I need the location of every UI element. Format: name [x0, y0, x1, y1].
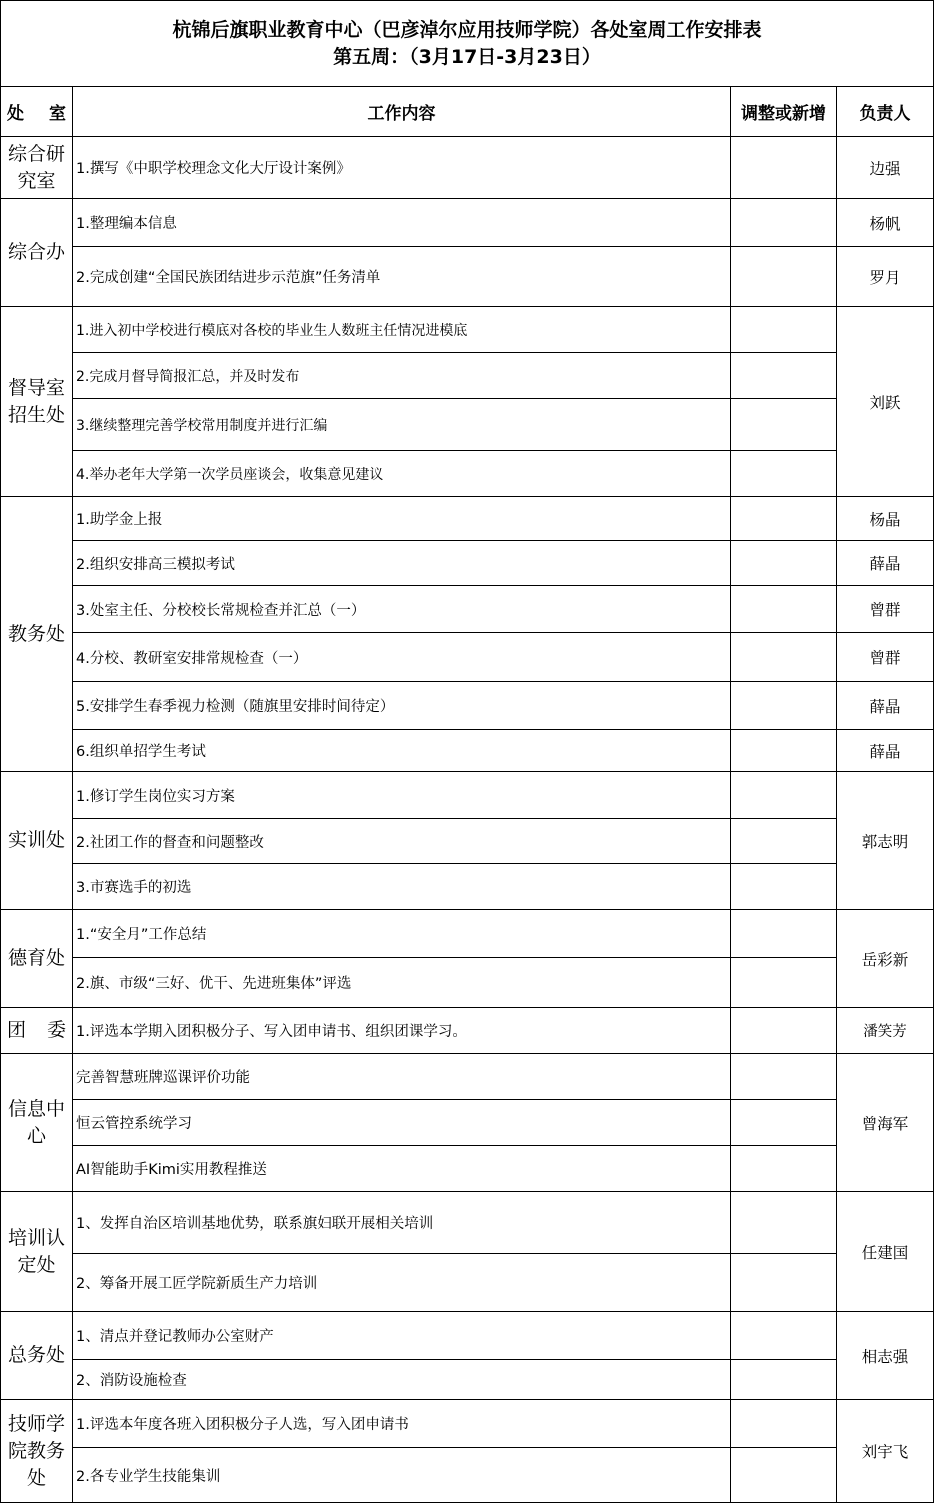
task-cell: 1.撰写《中职学校理念文化大厅设计案例》 [73, 137, 731, 199]
adjust-cell [731, 1146, 837, 1192]
title-line-1: 杭锦后旗职业教育中心（巴彦淖尔应用技师学院）各处室周工作安排表 [172, 18, 762, 41]
adjust-cell [731, 772, 837, 819]
adjust-cell [731, 1448, 837, 1503]
adjust-cell [731, 633, 837, 682]
department-certification: 培训认定处 [1, 1192, 73, 1312]
adjust-cell [731, 958, 837, 1008]
task-cell: 2.各专业学生技能集训 [73, 1448, 731, 1503]
task-cell: 1.评选本学期入团积极分子、写入团申请书、组织团课学习。 [73, 1008, 731, 1054]
task-cell: 1、清点并登记教师办公室财产 [73, 1312, 731, 1360]
person-cell: 任建国 [837, 1192, 934, 1312]
adjust-cell [731, 682, 837, 730]
person-cell: 曾群 [837, 633, 934, 682]
department-youth-league: 团 委 [1, 1008, 73, 1054]
task-cell: AI智能助手Kimi实用教程推送 [73, 1146, 731, 1192]
person-cell: 曾海军 [837, 1054, 934, 1192]
person-cell: 罗月 [837, 247, 934, 307]
adjust-cell [731, 353, 837, 399]
person-cell: 相志强 [837, 1312, 934, 1400]
adjust-cell [731, 1054, 837, 1100]
adjust-cell [731, 541, 837, 586]
page-title [1, 1, 934, 87]
department-supervision: 督导室招生处 [1, 307, 73, 497]
task-cell: 1、发挥自治区培训基地优势，联系旗妇联开展相关培训 [73, 1192, 731, 1254]
department-general-office: 综合办 [1, 199, 73, 307]
task-cell: 1.助学金上报 [73, 497, 731, 541]
adjust-cell [731, 497, 837, 541]
task-cell: 3.继续整理完善学校常用制度并进行汇编 [73, 399, 731, 451]
header-adjust: 调整或新增 [731, 87, 837, 137]
task-cell: 1.修订学生岗位实习方案 [73, 772, 731, 819]
person-cell: 岳彩新 [837, 910, 934, 1008]
task-cell: 恒云管控系统学习 [73, 1100, 731, 1146]
department-academic-affairs: 教务处 [1, 497, 73, 772]
person-cell: 刘跃 [837, 307, 934, 497]
person-cell: 杨晶 [837, 497, 934, 541]
header-department: 处 室 [1, 87, 73, 137]
person-cell: 郭志明 [837, 772, 934, 910]
adjust-cell [731, 1312, 837, 1360]
department-research: 综合研究室 [1, 137, 73, 199]
adjust-cell [731, 819, 837, 864]
task-cell: 2.旗、市级“三好、优干、先进班集体”评选 [73, 958, 731, 1008]
task-cell: 2.完成月督导简报汇总，并及时发布 [73, 353, 731, 399]
person-cell: 曾群 [837, 586, 934, 633]
adjust-cell [731, 307, 837, 353]
department-training: 实训处 [1, 772, 73, 910]
adjust-cell [731, 1008, 837, 1054]
task-cell: 2、消防设施检查 [73, 1360, 731, 1400]
adjust-cell [731, 1100, 837, 1146]
person-cell: 边强 [837, 137, 934, 199]
adjust-cell [731, 1254, 837, 1312]
task-cell: 完善智慧班牌巡课评价功能 [73, 1054, 731, 1100]
task-cell: 6.组织单招学生考试 [73, 730, 731, 772]
department-moral-education: 德育处 [1, 910, 73, 1008]
task-cell: 1.整理编本信息 [73, 199, 731, 247]
person-cell: 薛晶 [837, 682, 934, 730]
task-cell: 1.评选本年度各班入团积极分子人选，写入团申请书 [73, 1400, 731, 1448]
adjust-cell [731, 910, 837, 958]
task-cell: 1.“安全月”工作总结 [73, 910, 731, 958]
adjust-cell [731, 1360, 837, 1400]
adjust-cell [731, 1400, 837, 1448]
task-cell: 3.市赛选手的初选 [73, 864, 731, 910]
adjust-cell [731, 586, 837, 633]
task-cell: 4.举办老年大学第一次学员座谈会，收集意见建议 [73, 451, 731, 497]
task-cell: 2.组织安排高三模拟考试 [73, 541, 731, 586]
title-line-2: 第五周：（3月17日-3月23日） [333, 45, 601, 68]
department-general-affairs: 总务处 [1, 1312, 73, 1400]
adjust-cell [731, 137, 837, 199]
task-cell: 2.社团工作的督查和问题整改 [73, 819, 731, 864]
header-person: 负责人 [837, 87, 934, 137]
adjust-cell [731, 864, 837, 910]
task-cell: 2.完成创建“全国民族团结进步示范旗”任务清单 [73, 247, 731, 307]
person-cell: 杨帆 [837, 199, 934, 247]
adjust-cell [731, 730, 837, 772]
task-cell: 4.分校、教研室安排常规检查（一） [73, 633, 731, 682]
department-info-center: 信息中心 [1, 1054, 73, 1192]
department-technician-academic: 技师学院教务处 [1, 1400, 73, 1503]
person-cell: 潘笑芳 [837, 1008, 934, 1054]
task-cell: 3.处室主任、分校校长常规检查并汇总（一） [73, 586, 731, 633]
person-cell: 薛晶 [837, 541, 934, 586]
adjust-cell [731, 1192, 837, 1254]
person-cell: 薛晶 [837, 730, 934, 772]
header-content: 工作内容 [73, 87, 731, 137]
adjust-cell [731, 399, 837, 451]
task-cell: 1.进入初中学校进行模底对各校的毕业生人数班主任情况进模底 [73, 307, 731, 353]
adjust-cell [731, 451, 837, 497]
task-cell: 5.安排学生春季视力检测（随旗里安排时间待定） [73, 682, 731, 730]
task-cell: 2、筹备开展工匠学院新质生产力培训 [73, 1254, 731, 1312]
person-cell: 刘宇飞 [837, 1400, 934, 1503]
adjust-cell [731, 199, 837, 247]
adjust-cell [731, 247, 837, 307]
